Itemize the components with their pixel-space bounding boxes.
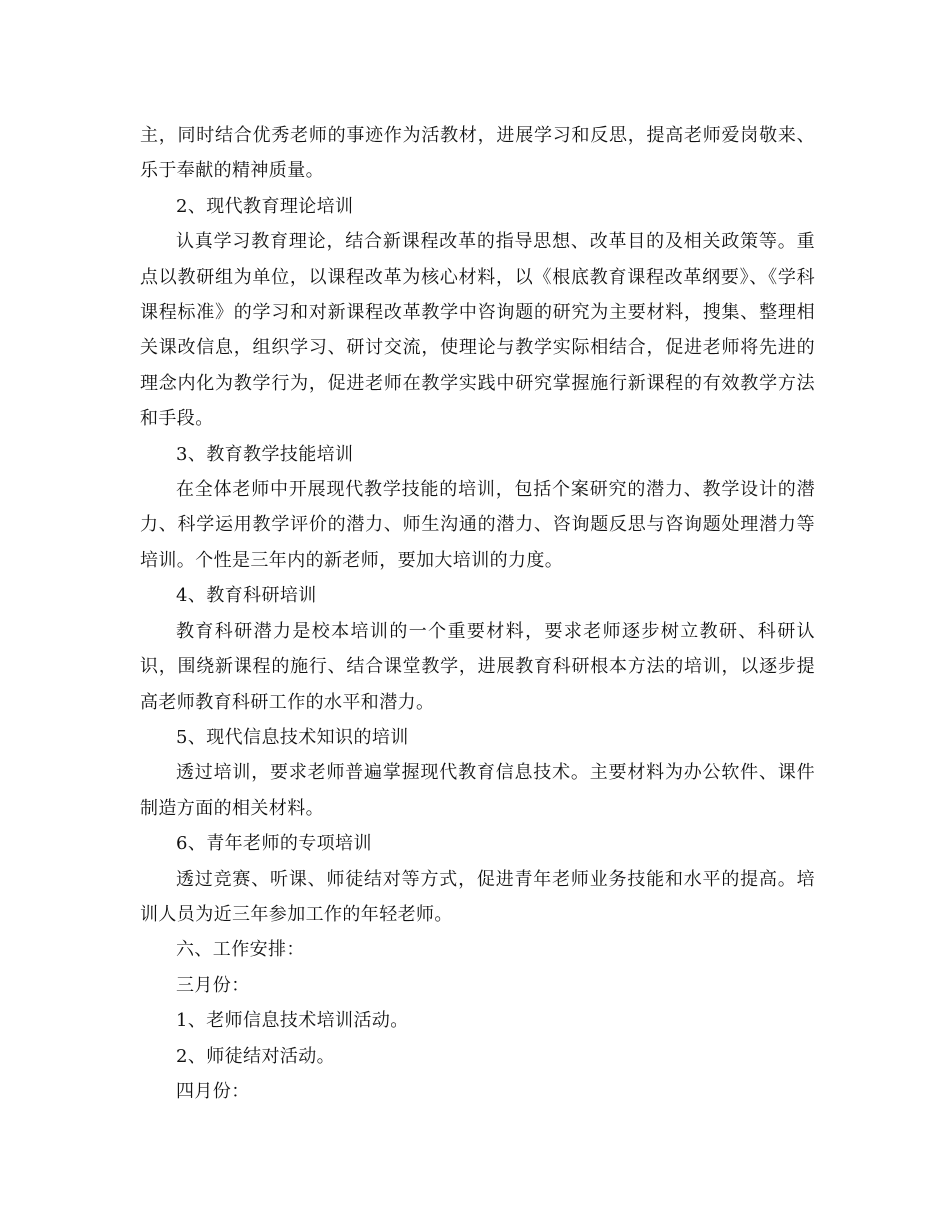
list-item: 1、老师信息技术培训活动。	[176, 1010, 409, 1032]
section-heading: 2、现代教育理论培训	[176, 195, 354, 217]
paragraph-body: 透过竞赛、听课、师徒结对等方式，促进青年老师业务技能和水平的提高。培训人员为近三年参加工作的年轻老师。	[140, 868, 815, 925]
document-body	[140, 118, 815, 1109]
paragraph-body: 教育科研潜力是校本培训的一个重要材料，要求老师逐步树立教研、科研认识，围绕新课程的施行、结合课堂教学，进展教育科研根本方法的培训，以逐步提高老师教育科研工作的水平和潜力。	[140, 620, 815, 713]
list-item: 2、师徒结对活动。	[176, 1045, 336, 1067]
section-heading: 3、教育教学技能培训	[176, 443, 354, 465]
section-heading: 5、现代信息技术知识的培训	[176, 726, 409, 748]
paragraph-body: 在全体老师中开展现代教学技能的培训，包括个案研究的潜力、教学设计的潜力、科学运用教学评价的潜力、师生沟通的潜力、咨询题反思与咨询题处理潜力等培训。个性是三年内的新老师，要加大培训的力度。	[140, 479, 815, 571]
section-heading: 六、工作安排：	[176, 939, 305, 961]
section-heading: 三月份：	[176, 974, 250, 996]
paragraph-body: 认真学习教育理论，结合新课程改革的指导思想、改革目的及相关政策等。重点以教研组为单位，以课程改革为核心材料，以《根底教育课程改革纲要》、《学科课程标准》的学习和对新课程改革教学中咨询题的研究为主要材料，搜集、整理相关课改信息，组织学习、研讨交流，使理论与教学实际相结合，促进老师将先进的理念内化为教学行为，促进老师在教学实践中研究掌握施行新课程的有效教学方法和手段。	[140, 231, 815, 430]
section-heading: 4、教育科研培训	[176, 585, 317, 607]
paragraph-body: 透过培训，要求老师普遍掌握现代教育信息技术。主要材料为办公软件、课件制造方面的相关材料。	[140, 762, 815, 819]
section-heading: 四月份：	[176, 1080, 250, 1102]
section-heading: 6、青年老师的专项培训	[176, 833, 372, 855]
paragraph-body: 主，同时结合优秀老师的事迹作为活教材，进展学习和反思，提高老师爱岗敬来、乐于奉献的精神质量。	[140, 125, 815, 182]
